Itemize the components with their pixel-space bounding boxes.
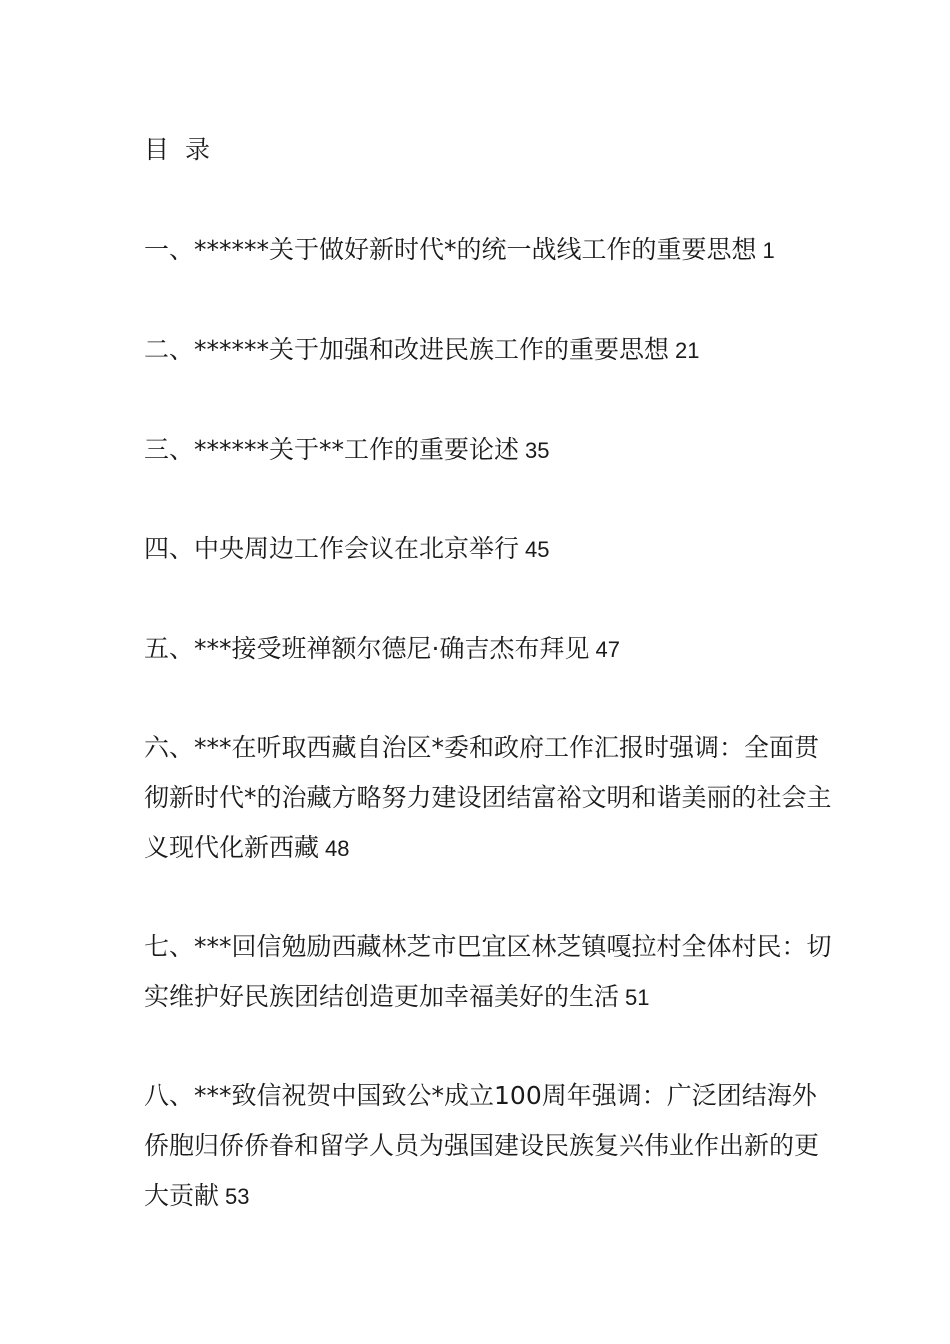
- toc-entry-2[interactable]: [144, 325, 834, 376]
- toc-entry-page: 51: [625, 985, 650, 1010]
- toc-entry-page: 47: [595, 637, 620, 662]
- toc-entry-text: 四、中央周边工作会议在北京举行: [144, 534, 520, 563]
- toc-entry-6[interactable]: [144, 723, 834, 874]
- toc-entry-text: 五、***接受班禅额尔德尼·确吉杰布拜见: [144, 634, 590, 663]
- toc-entry-page: 48: [325, 836, 350, 861]
- toc-title: 目 录: [144, 135, 214, 164]
- toc-entry-text: 二、******关于加强和改进民族工作的重要思想: [144, 335, 670, 364]
- toc-entry-text: 八、***致信祝贺中国致公*成立100周年强调：广泛团结海外侨胞归侨侨眷和留学人员为强国建设民族复兴伟业作出新的更大贡献: [144, 1081, 820, 1210]
- toc-entry-text: 七、***回信勉励西藏林芝市巴宜区林芝镇嘎拉村全体村民：切实维护好民族团结创造更加幸福美好的生活: [144, 932, 832, 1011]
- toc-entry-5[interactable]: [144, 624, 834, 675]
- toc-entry-7[interactable]: [144, 922, 834, 1023]
- toc-entry-3[interactable]: [144, 425, 834, 476]
- toc-entry-page: 21: [675, 338, 700, 363]
- toc-entry-page: 45: [525, 537, 550, 562]
- toc-entry-page: 53: [225, 1184, 250, 1209]
- toc-entry-text: 六、***在听取西藏自治区*委和政府工作汇报时强调：全面贯彻新时代*的治藏方略努力建设团结富裕文明和谐美丽的社会主义现代化新西藏: [144, 733, 832, 862]
- toc-entry-4[interactable]: [144, 524, 834, 575]
- toc-entry-1[interactable]: [144, 225, 834, 276]
- toc-entry-page: 1: [762, 238, 775, 263]
- toc-entry-page: 35: [525, 438, 550, 463]
- toc-entry-text: 一、******关于做好新时代*的统一战线工作的重要思想: [144, 235, 757, 264]
- toc-entry-8[interactable]: [144, 1071, 834, 1222]
- toc-entry-text: 三、******关于**工作的重要论述: [144, 435, 520, 464]
